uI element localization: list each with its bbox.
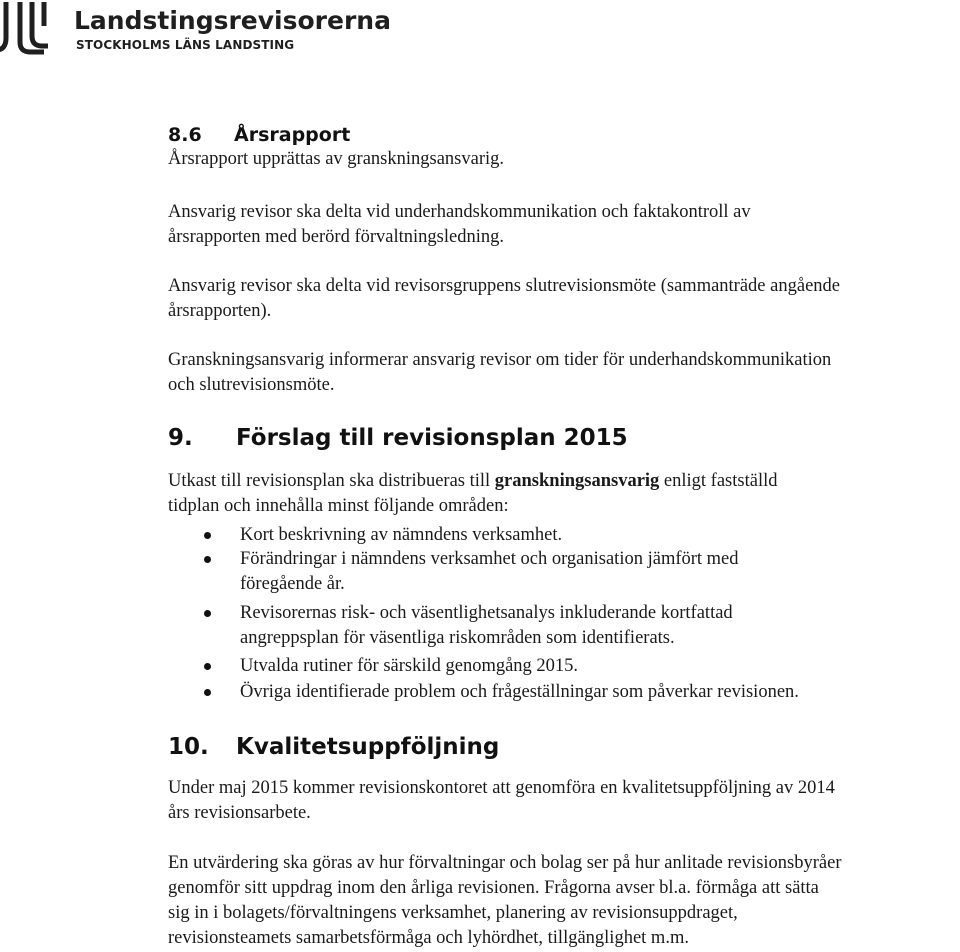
section-number: 10.: [168, 734, 209, 760]
section-heading-10: [168, 734, 499, 760]
bullet-icon: [204, 556, 211, 563]
bullet-icon: [204, 663, 211, 670]
paragraph-line: årsrapporten med berörd förvaltningsledning.: [168, 227, 504, 247]
paragraph-line: och slutrevisionsmöte.: [168, 375, 335, 395]
bullet-icon: [204, 689, 211, 696]
landsting-logo-icon: [0, 0, 70, 56]
paragraph-line: En utvärdering ska göras av hur förvaltningar och bolag ser på hur anlitade revisionsbyråer: [168, 853, 842, 873]
section-number: 9.: [168, 425, 193, 451]
list-item-text: Revisorernas risk- och väsentlighetsanalys inkluderande kortfattad: [240, 603, 733, 623]
bullet-icon: [204, 610, 211, 617]
logo-subtitle: STOCKHOLMS LÄNS LANDSTING: [76, 38, 295, 52]
section-heading-9: [168, 425, 628, 451]
paragraph-line: [168, 469, 777, 494]
section-title: Årsrapport: [234, 124, 351, 146]
paragraph-line: Granskningsansvarig informerar ansvarig revisor om tider för underhandskommunikation: [168, 350, 832, 370]
logo: [0, 0, 400, 60]
section-heading-8-6: [168, 124, 350, 146]
list-item-text: Förändringar i nämndens verksamhet och organisation jämfört med: [240, 549, 739, 569]
paragraph-line: tidplan och innehålla minst följande områden:: [168, 496, 509, 516]
paragraph-line: sig in i bolagets/förvaltningens verksamhet, planering av revisionsuppdraget,: [168, 903, 738, 923]
list-item-text: angreppsplan för väsentliga riskområden som identifierats.: [240, 628, 675, 648]
bullet-icon: [204, 532, 211, 539]
list-item-text: Kort beskrivning av nämndens verksamhet.: [240, 525, 563, 545]
list-item-text: Utvalda rutiner för särskild genomgång 2015.: [240, 656, 579, 676]
list-item-text: föregående år.: [240, 574, 345, 594]
paragraph-line: genomför sitt uppdrag inom den årliga revisionen. Frågorna avser bl.a. förmåga att sätta: [168, 878, 819, 898]
paragraph-line: Årsrapport upprättas av granskningsansvarig.: [168, 149, 504, 169]
logo-title: Landstingsrevisorerna: [74, 6, 391, 35]
paragraph-line: års revisionsarbete.: [168, 803, 311, 823]
intro-bold-text: granskningsansvarig: [494, 471, 660, 491]
intro-text: Utkast till revisionsplan ska distribueras till: [168, 471, 495, 491]
paragraph-line: Ansvarig revisor ska delta vid revisorsgruppens slutrevisionsmöte (sammanträde angående: [168, 276, 840, 296]
paragraph-line: revisionsteamets samarbetsförmåga och lyhördhet, tillgänglighet m.m.: [168, 928, 689, 948]
paragraph-line: Under maj 2015 kommer revisionskontoret att genomföra en kvalitetsuppföljning av 2014: [168, 778, 835, 798]
section-number: 8.6: [168, 124, 202, 146]
paragraph-line: årsrapporten).: [168, 301, 272, 321]
section-title: Förslag till revisionsplan 2015: [236, 425, 628, 451]
list-item-text: Övriga identifierade problem och frågeställningar som påverkar revisionen.: [240, 682, 799, 702]
intro-text: enligt fastställd: [659, 471, 778, 491]
section-title: Kvalitetsuppföljning: [236, 734, 500, 760]
paragraph-line: Ansvarig revisor ska delta vid underhandskommunikation och faktakontroll av: [168, 202, 751, 222]
